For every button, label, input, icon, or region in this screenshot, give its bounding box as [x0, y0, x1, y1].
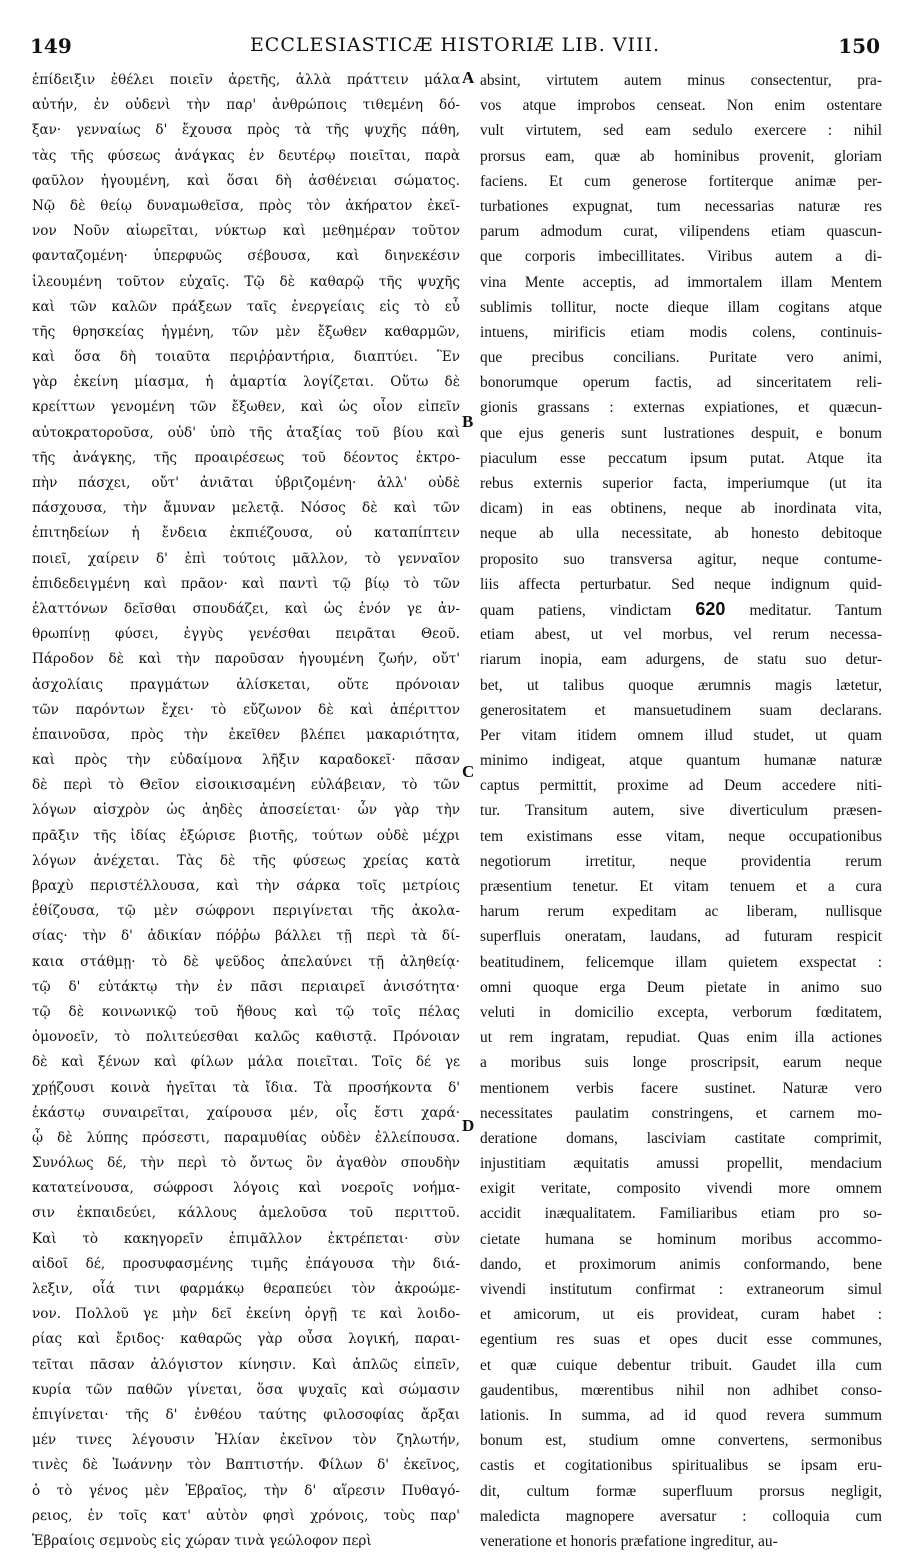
text-line: γὰρ ἐκείνη μίασμα, ἡ ἁμαρτία λογίζεται. Οὕτω δὲ	[32, 374, 460, 391]
page-number-left: 149	[30, 34, 72, 58]
text-line: accidit inæqualitatem. Familiaribus etiam pro so-	[480, 1205, 882, 1223]
text-line: τῶν παρόντων ἔχει· τὸ εὔζωνον δὲ καὶ ἀπέριττον	[32, 701, 460, 718]
text-line: καὶ τῶν καλῶν πράξεων ταῖς ἐνεργείαις εἰς τὸ εὖ	[32, 298, 460, 315]
page-number-right: 150	[838, 34, 880, 58]
text-line: intuens, mirificis etiam modis colens, continuis-	[480, 323, 882, 341]
text-line: castis et cogitationibus spiritualibus se ipsam eru-	[480, 1457, 882, 1475]
text-line: Καὶ τὸ κακηγορεῖν ἐπιμᾶλλον ἐκτρέπεται· σὺν	[32, 1230, 460, 1247]
margin-letter-d: D	[462, 1116, 475, 1135]
text-line: ᾧ δὲ λύπης πρόσεστι, παραμυθίας οὐδὲν ἐλλείπουσα.	[32, 1129, 460, 1146]
text-line: rebus externis superior facta, imperiumque (ut ita	[480, 475, 882, 492]
text-line: ἐπαινοῦσα, πρὸς τὴν ἐκεῖθεν βλέπει μακαριότητα,	[32, 726, 460, 743]
text-line: κρείττων γενομένη τῶν ἔξωθεν, καὶ ὡς οἷον εἰπεῖν	[32, 399, 460, 416]
text-line: sublimis tollitur, nocte dieque illam cogitans atque	[480, 298, 882, 316]
text-line: que precibus concilians. Puritate vero animi,	[480, 349, 882, 367]
text-line: κατατείνουσα, σώφροσι λόγοις καὶ νοεροῖς νοήμα-	[32, 1180, 460, 1197]
text-line: riarum inopia, eam adurgens, de statu suo detur-	[480, 651, 882, 669]
text-line: que ejus generis sunt lustrationes despuit, e bonum	[480, 424, 882, 442]
text-line: τῆς θρησκείας ἡγμένη, τῶν μὲν ἔξωθεν καθαρμῶν,	[32, 323, 460, 340]
text-line: μέν τινες λέγουσιν Ἠλίαν ἐκεῖνον τὸν ζηλωτήν,	[32, 1432, 460, 1449]
text-line: σιν ἐκπαιδεύει, κάλλους ἀμελοῦσα τοῦ περιττοῦ.	[32, 1205, 460, 1222]
text-line: proposito suo transversa agitur, neque contume-	[480, 550, 882, 568]
text-line: maledicta magnopere aversatur : colloquia cum	[480, 1507, 882, 1525]
text-line: καὶ ὅσα δὴ τοιαῦτα περιῤῥαντήρια, διαπτύει. Ἓν	[32, 349, 460, 366]
text-line: Per vitam itidem omnem illud studet, ut quam	[480, 726, 882, 744]
text-line: a moribus suis longe proscripsit, earum neque	[480, 1054, 882, 1072]
text-line: bet, ut talibus quoque ærumnis magis lætetur,	[480, 676, 882, 694]
text-line: bonorumque operum factis, ad sinceritatem reli-	[480, 374, 882, 392]
text-line: αὐτήν, ἐν οὐδενὶ τὴν παρ' ἀνθρώποις τιθεμένη δό-	[32, 97, 460, 114]
margin-letter-a: A	[462, 68, 475, 87]
text-line: prorsus eam, quæ ab hominibus provenit, gloriam	[480, 147, 882, 165]
text-line: ὁμονοεῖν, τὸ πολιτεύεσθαι καλῶς καθιστᾷ. Πρόνοιαν	[32, 1029, 460, 1046]
text-line: generositatem et mansuetudinem suam declarans.	[480, 701, 882, 719]
text-line: præsentium tenetur. Et vitam tenuem et a cura	[480, 878, 882, 895]
text-line: ἐθίζουσα, τῷ μὲν σώφρονι περιγίνεται τῆς ἀκολα-	[32, 903, 460, 920]
text-line: χρῄζουσι κοινὰ ἡγεῖται τὰ ἴδια. Τὰ προσήκοντα δ'	[32, 1079, 460, 1096]
text-line: veneratione et honoris præfatione ingreditur, au-	[480, 1532, 778, 1550]
text-line: τῷ δὲ κοινωνικῷ τοῦ ἤθους καὶ τῷ τοῖς πέλας	[32, 1003, 460, 1020]
text-line: gionis grassans : externas expiationes, et quæcun-	[480, 399, 882, 417]
text-line: Συνόλως δέ, τὴν περὶ τὸ ὄντως ὂν ἀγαθὸν σπουδὴν	[32, 1155, 460, 1172]
text-line: φαῦλον ἡγουμένη, καὶ ὅσαι δὴ ἀσθένειαι σώματος.	[32, 172, 460, 189]
text-line: Πάροδον δὲ καὶ τὴν παροῦσαν ἡγουμένη ζωήν, οὔτ'	[32, 651, 460, 668]
text-line: exigit veritate, composito vivendi more omnem	[480, 1180, 882, 1198]
text-line: τῷ δ' εὐτάκτῳ τὴν ἐν πᾶσι περιαιρεῖ ἀνισότητα·	[32, 978, 460, 995]
text-line: piaculum esse peccatum ipsum putat. Atque ita	[480, 449, 882, 467]
text-line: ἐπιγίνεται· τῆς δ' ἐνθέου ταύτης φιλοσοφίας ἄρξαι	[32, 1406, 460, 1423]
text-line: mentionem verbis facere sustinet. Naturæ vero	[480, 1079, 882, 1097]
text-line: ἐπίδειξιν ἐθέλει ποιεῖν ἀρετῆς, ἀλλὰ πράττειν μάλα	[32, 72, 460, 88]
text-line: vina Mente acceptis, ad immortalem illam Mentem	[480, 273, 882, 291]
greek-column	[32, 68, 460, 1554]
text-line: liis affecta perturbatur. Sed neque indignum quid-	[480, 575, 882, 593]
text-line: θρωπίνῃ φύσει, ἐγγὺς γενέσθαι πειρᾶται Θεοῦ.	[32, 626, 460, 643]
text-line: πὴν πάσχει, οὔτ' ἀνιᾶται ὑβριζομένη· ἀλλ' οὐδὲ	[32, 475, 460, 491]
text-line: omni quoque erga Deum pietate in animo suo	[480, 978, 882, 996]
text-line: τῆς ἀνάγκης, τῆς προαιρέσεως τοῦ δέοντος ἐκτρο-	[32, 449, 460, 466]
text-line: veluti in domicilio excepta, verborum fœditatem,	[480, 1003, 882, 1021]
text-line: ρειος, ἐν τοῖς κατ' αὐτὸν φησὶ χρόνοις, τοὺς παρ'	[32, 1507, 460, 1524]
text-line: λεξιν, οἷά τινι φαρμάκῳ θεραπεύει τὸν ἀκροώμε-	[32, 1281, 460, 1297]
text-line: gaudentibus, mœrentibus nihil non adhibet conso-	[480, 1381, 882, 1399]
text-line: νον Νοῦν αἰωρεῖται, νύκτωρ καὶ μεθημέραν τοῦτον	[32, 223, 460, 240]
text-line: harum rerum expeditam ac liberam, nullisque	[480, 903, 882, 921]
text-line: βραχὺ περιστέλλουσα, καὶ τὴν σάρκα τοῖς μετρίοις	[32, 878, 460, 894]
text-line: κυρία τῶν παθῶν γίνεται, ὅσα ψυχαῖς καὶ σώμασιν	[32, 1381, 460, 1398]
margin-letter-c: C	[462, 762, 475, 781]
text-line: absint, virtutem autem minus consectentur, pra-	[480, 72, 882, 89]
text-line: dit, cultum formæ superfluum prorsus negligit,	[480, 1482, 882, 1500]
text-line: ὁ τὸ γένος μὲν Ἑβραῖος, τὴν δ' αἵρεσιν Πυθαγό-	[32, 1482, 460, 1499]
text-line: καια στάθμῃ· τὸ δὲ ψεῦδος ἀπελαύνει τῇ ἀληθείᾳ·	[32, 953, 460, 970]
text-line: τὰς τῆς φύσεως ἀνάγκας ἐν δευτέρῳ ποιεῖται, παρὰ	[32, 147, 460, 164]
running-title: ECCLESIASTICÆ HISTORIÆ LIB. VIII.	[249, 34, 661, 56]
text-line: Ἑβραίοις σεμνοὺς εἰς χώραν τινὰ γεώλοφον περὶ	[32, 1532, 372, 1549]
text-line: σίας· τὴν δ' ἀδικίαν πόῤῥω βάλλει τῇ περὶ τὰ δί-	[32, 928, 460, 945]
text-line: faciens. Et cum generose fortiterque animæ per-	[480, 172, 882, 190]
text-line: lationis. In summa, ad id quod revera summum	[480, 1406, 882, 1424]
text-line: superfluis oneratam, laudans, ad futuram respicit	[480, 928, 882, 946]
text-line: necessitates paulatim constringens, et carnem mo-	[480, 1104, 882, 1122]
text-line: que corporis imbecillitates. Viribus autem a di-	[480, 248, 882, 266]
text-line: δὲ καὶ ξένων καὶ φίλων μάλα ποιεῖται. Τοῖς δέ γε	[32, 1054, 460, 1071]
text-line: αἰδοῖ δέ, προσυφασμένης τιμῆς ἐπάγουσα τὴν διά-	[32, 1255, 460, 1272]
text-line: πρᾶξιν τῆς ἰδίας ἐξώρισε βιοτῆς, τούτων οὐδὲ μέχρι	[32, 827, 460, 844]
text-line: quam patiens, vindictam 620 meditatur. Tantum	[480, 598, 882, 619]
text-line: ἐλαττόνων δεῖσθαι σπουδάζει, καὶ ὡς ἐνόν γε ἀν-	[32, 600, 460, 617]
text-line: αὐτοκρατοροῦσα, οὐδ' ὑπὸ τῆς ἀταξίας τοῦ βίου καὶ	[32, 424, 460, 441]
text-line: tur. Transitum autem, sive diverticulum præsen-	[480, 802, 882, 820]
text-line: cietate humana se hominum moribus accommo-	[480, 1230, 882, 1248]
text-line: beatitudinem, felicemque illam quietem exspectat :	[480, 953, 882, 971]
text-line: parum admodum curat, vilipendens etiam quascun-	[480, 223, 882, 241]
text-line: injustitiam æquitatis amussi propellit, mendacium	[480, 1155, 882, 1173]
text-line: negotiorum irretitur, neque providentia rerum	[480, 852, 882, 870]
text-line: vos atque improbos censeat. Non enim ostentare	[480, 97, 882, 115]
text-line: δὲ περὶ τὸ Θεῖον εἰσοικισαμένη εὐλάβειαν, τὸ τῶν	[32, 777, 460, 794]
margin-letter-b: B	[462, 412, 474, 431]
text-line: minimo indigeat, atque quantum humanæ naturæ	[480, 752, 882, 770]
text-line: ἀσχολίαις πραγμάτων ἁλίσκεται, οὔτε πρόνοιαν	[32, 676, 460, 693]
text-line: tem existimans esse vitam, neque occupationibus	[480, 827, 882, 845]
text-line: vivendi institutum confirmat : extraneorum simul	[480, 1281, 882, 1298]
text-line: φανταζομένη· ὑπερφυῶς σέβουσα, καὶ διηνεκέσιν	[32, 248, 460, 265]
text-line: egentium res suas et opes ducit esse communes,	[480, 1331, 882, 1349]
text-line: dando, et proximorum animis conformando, bene	[480, 1255, 882, 1273]
text-line: ἑκάστῳ συναιρεῖται, χαίρουσα μέν, οἷς ἔστι χαρά·	[32, 1104, 460, 1121]
text-line: dicam) in eas obtinens, neque ab inordinata vita,	[480, 500, 882, 518]
text-line: et amicorum, ut eis provideat, curam habet :	[480, 1306, 882, 1324]
text-line: neque ab ulla necessitate, ab honesto debitoque	[480, 525, 882, 543]
text-line: ξαν· γενναίως δ' ἔχουσα πρὸς τὰ τῆς ψυχῆς πάθη,	[32, 122, 460, 139]
text-line: τεῖται πᾶσαν ἀλόγιστον κίνησιν. Καὶ ἁπλῶς εἰπεῖν,	[32, 1356, 460, 1373]
latin-column	[480, 68, 882, 1554]
text-line: καὶ πρὸς τὴν εὐδαίμονα λῆξιν καραδοκεῖ· πᾶσαν	[32, 752, 460, 769]
text-line: vult virtutem, sed eam sedulo exercere : nihil	[480, 122, 882, 140]
text-line: ποιεῖ, χαίρειν δ' ἐπὶ τούτοις μᾶλλον, τὸ γενναῖον	[32, 550, 460, 567]
text-line: bonum est, studium omne convertens, sermonibus	[480, 1432, 882, 1450]
text-line: deratione domans, lasciviam castitate comprimit,	[480, 1129, 882, 1147]
text-line: ἐπιδεδειγμένη καὶ πρᾶον· καὶ παντὶ τῷ βίῳ τὸ τῶν	[32, 575, 460, 592]
text-line: ἐπιτηδείων ἡ ἔνδεια ἐκπιέζουσα, οὐ καταπίπτειν	[32, 525, 460, 542]
text-line: τινὲς δὲ Ἰωάννην τὸν Βαπτιστήν. Φίλων δ' ἐκεῖνος,	[32, 1457, 460, 1474]
text-line: ἱλεουμένη τοῦτον εὐχαῖς. Τῷ δὲ καθαρῷ τῆς ψυχῆς	[32, 273, 460, 290]
text-line: captus permittit, proxime ad Deum accedere niti-	[480, 777, 882, 795]
text-line: πάσχουσα, τὴν ἄμυναν μελετᾷ. Νόσος δὲ καὶ τῶν	[32, 500, 460, 517]
text-line: νον. Πολλοῦ γε μὴν δεῖ ἐκείνη ὀργῇ τε καὶ λοιδο-	[32, 1306, 460, 1323]
text-line: et quæ cuique debentur tribuit. Gaudet illa cum	[480, 1356, 882, 1374]
text-line: λόγων αἰσχρὸν ὡς ἀηδὲς ἀποσείεται· ὧν γὰρ τὴν	[32, 802, 460, 819]
text-line: turbationes expugnat, tum necessarias naturæ res	[480, 197, 882, 215]
text-line: Νῷ δὲ θείῳ δυναμωθεῖσα, πρὸς τὸν ἀκήρατον ἐκεῖ-	[32, 197, 460, 214]
running-header	[30, 34, 880, 64]
text-line: etiam abest, ut vel morbus, vel rerum necessa-	[480, 626, 882, 644]
text-line: λόγων ἀνέχεται. Τὰς δὲ τῆς φύσεως χρείας κατὰ	[32, 852, 460, 869]
text-line: ρίας καὶ ἔριδος· καθαρῶς γὰρ οὖσα λογική, παραι-	[32, 1331, 460, 1348]
column-number-marker: 620	[695, 598, 726, 619]
text-line: ut rem ingratam, repudiat. Quas enim illa actiones	[480, 1029, 882, 1047]
